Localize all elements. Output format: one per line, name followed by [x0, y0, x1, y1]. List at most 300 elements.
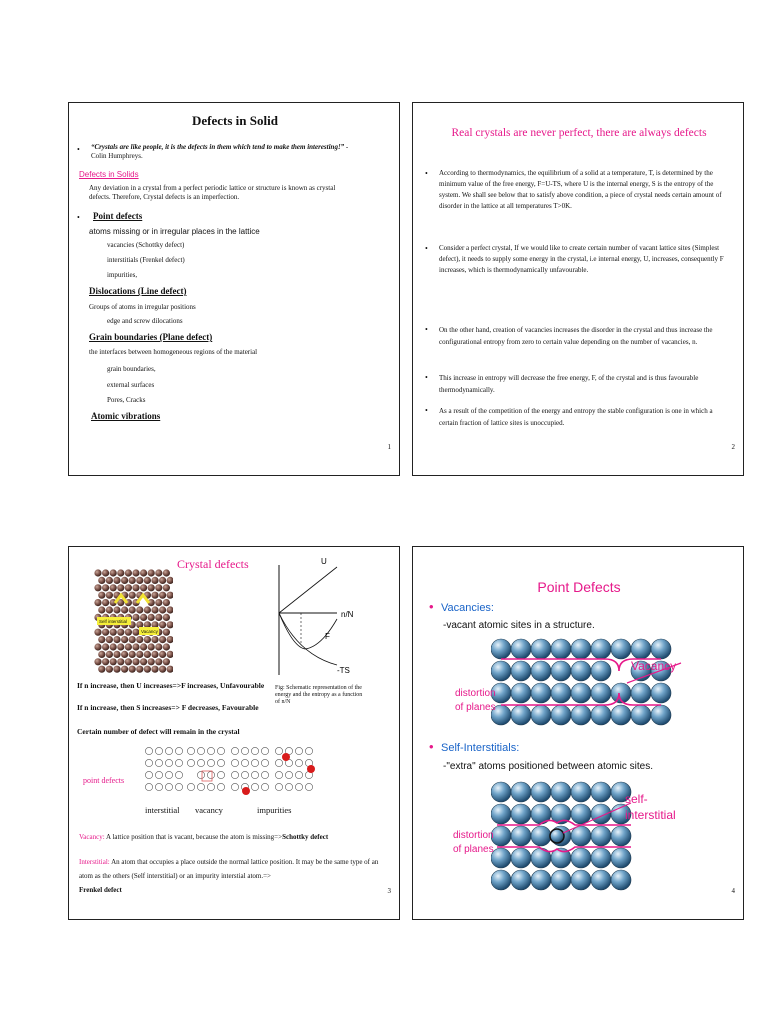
atom — [217, 783, 224, 790]
slide1-title: Defects in Solid — [192, 113, 278, 128]
atom — [94, 658, 101, 665]
atom — [531, 782, 551, 802]
atom — [551, 639, 571, 659]
atom — [551, 870, 571, 890]
atom — [591, 683, 611, 703]
bullet-icon: • — [77, 213, 80, 222]
slide-2 — [412, 102, 744, 476]
atom — [106, 666, 113, 673]
atom — [159, 636, 166, 643]
atom — [113, 666, 120, 673]
grain-heading: Grain boundaries (Plane defect) — [89, 332, 213, 342]
atom — [136, 666, 143, 673]
atom — [144, 666, 151, 673]
atom — [217, 771, 224, 778]
atom — [102, 643, 109, 650]
atom — [241, 759, 248, 766]
atom — [125, 569, 132, 576]
atom — [110, 658, 117, 665]
atom — [102, 629, 109, 636]
slide-4 — [412, 546, 744, 920]
atom — [261, 783, 268, 790]
atom — [591, 870, 611, 890]
crystal-lattice-image — [93, 567, 173, 675]
atom — [98, 636, 105, 643]
atom — [94, 599, 101, 606]
self-interstitial-diagram — [491, 781, 641, 891]
atom — [491, 870, 511, 890]
atom — [151, 636, 158, 643]
atomic-vibrations-heading: Atomic vibrations — [91, 411, 161, 421]
atom — [98, 606, 105, 613]
atom — [145, 771, 152, 778]
fig-caption: Fig: Schematic representation of the energy and the entropy as a function of n/N — [275, 685, 363, 705]
vacancy-term: Vacancy: — [79, 833, 105, 841]
atom — [275, 771, 282, 778]
atom — [159, 606, 166, 613]
atom — [491, 639, 511, 659]
atom — [163, 599, 170, 606]
dislocations-heading: Dislocations (Line defect) — [89, 286, 187, 296]
atom — [151, 606, 158, 613]
atom — [129, 577, 136, 584]
lattice-label-impurities: impurities — [257, 805, 292, 815]
atom — [591, 661, 611, 681]
atom — [117, 584, 124, 591]
atom — [98, 651, 105, 658]
point-defect-lattices — [143, 745, 329, 801]
atom — [285, 771, 292, 778]
atom — [148, 643, 155, 650]
slide2-title: Real crystals are never perfect, there are always defects — [451, 127, 707, 139]
point-item: vacancies (Schottky defect) — [107, 241, 185, 249]
self-interstitial-label: self-interstitial — [625, 792, 676, 822]
atom — [136, 606, 143, 613]
atom — [551, 705, 571, 725]
atom — [98, 666, 105, 673]
atom — [145, 759, 152, 766]
atom — [231, 783, 238, 790]
atom — [140, 614, 147, 621]
graph-label-ts: -TS — [337, 666, 350, 675]
bullet-text: On the other hand, creation of vacancies increases the disorder in the crystal and thus increase the configurational entropy from zero to certain value depending on the number of vacancies, n. — [439, 326, 713, 346]
atom — [129, 606, 136, 613]
atom — [197, 771, 204, 778]
atom — [511, 782, 531, 802]
atom — [591, 639, 611, 659]
atom — [165, 759, 172, 766]
atom — [631, 705, 651, 725]
atom — [531, 683, 551, 703]
atom — [591, 848, 611, 868]
vacancy-def: A lattice position that is vacant, because the atom is missing=> — [104, 833, 283, 841]
atom — [155, 759, 162, 766]
atom — [121, 606, 128, 613]
slide4-title: Point Defects — [537, 579, 621, 595]
atom — [110, 569, 117, 576]
atom — [611, 705, 631, 725]
atom — [511, 661, 531, 681]
atom — [511, 826, 531, 846]
atom — [217, 747, 224, 754]
atom — [175, 771, 182, 778]
atom — [129, 636, 136, 643]
atom — [241, 747, 248, 754]
atom — [275, 747, 282, 754]
atom — [113, 651, 120, 658]
self-interstitials-heading: Self-Interstitials: — [441, 742, 520, 754]
atom — [102, 658, 109, 665]
atom — [113, 606, 120, 613]
atom — [651, 683, 671, 703]
atom — [117, 658, 124, 665]
atom — [651, 705, 671, 725]
atom — [144, 651, 151, 658]
atom — [187, 747, 194, 754]
atom — [511, 705, 531, 725]
atom — [159, 651, 166, 658]
atom — [136, 636, 143, 643]
graph-label-nn: n/N — [341, 610, 354, 619]
atom — [231, 747, 238, 754]
atom — [207, 783, 214, 790]
atom — [163, 629, 170, 636]
atom — [155, 584, 162, 591]
atom — [571, 683, 591, 703]
self-interstitials-desc: -"extra" atoms positioned between atomic sites. — [443, 761, 653, 772]
point-defects-label: point defects — [83, 776, 125, 785]
atom — [611, 848, 631, 868]
interstitial-term: Interstitial: — [79, 858, 110, 866]
page-number: 2 — [731, 443, 735, 451]
atom — [305, 783, 312, 790]
atom — [187, 783, 194, 790]
atom — [175, 759, 182, 766]
atom — [251, 747, 258, 754]
atom — [511, 804, 531, 824]
atom — [305, 747, 312, 754]
atom — [159, 621, 166, 628]
atom — [102, 584, 109, 591]
atom — [251, 771, 258, 778]
atom — [94, 569, 101, 576]
atom — [98, 592, 105, 599]
atom — [187, 759, 194, 766]
atom — [148, 569, 155, 576]
atom — [261, 771, 268, 778]
atom — [94, 643, 101, 650]
atom — [631, 683, 651, 703]
point-defects-heading: Point defects — [93, 211, 143, 221]
atom — [261, 759, 268, 766]
atom — [121, 651, 128, 658]
atom — [148, 614, 155, 621]
atom — [207, 759, 214, 766]
vacancy-label: Vacancy — [631, 659, 677, 673]
atom — [207, 747, 214, 754]
atom — [145, 783, 152, 790]
atom — [106, 606, 113, 613]
bullet-icon: • — [425, 325, 428, 334]
atom — [591, 705, 611, 725]
atom — [651, 639, 671, 659]
atom — [261, 747, 268, 754]
point-item: impurities, — [107, 271, 138, 279]
atom — [295, 759, 302, 766]
atom — [571, 826, 591, 846]
graph-label-u: U — [321, 557, 327, 566]
atom — [125, 629, 132, 636]
interstitial-def-bold: Frenkel defect — [79, 886, 122, 894]
atom — [611, 870, 631, 890]
atom — [251, 783, 258, 790]
atom — [511, 870, 531, 890]
lattice-label-vacancy: vacancy — [195, 805, 223, 815]
defects-heading: Defects in Solids — [79, 170, 139, 179]
curve-u — [279, 567, 337, 613]
atom — [136, 577, 143, 584]
atom — [231, 771, 238, 778]
atom — [571, 804, 591, 824]
atom — [571, 639, 591, 659]
atom — [110, 629, 117, 636]
bullet-icon: • — [429, 739, 434, 754]
impurity-atom — [242, 787, 250, 795]
atom — [165, 747, 172, 754]
vacancies-heading: Vacancies: — [441, 602, 494, 614]
atom — [531, 639, 551, 659]
energy-graph — [269, 555, 389, 680]
atom — [121, 666, 128, 673]
atom — [159, 666, 166, 673]
atom — [155, 783, 162, 790]
bullet-icon: • — [425, 244, 428, 253]
atom — [175, 747, 182, 754]
atom — [144, 636, 151, 643]
atom — [132, 614, 139, 621]
atom — [511, 848, 531, 868]
atom — [117, 569, 124, 576]
atom — [571, 705, 591, 725]
distortion-label-2: distortion of planes — [453, 830, 494, 855]
atom — [197, 783, 204, 790]
bullet-icon: • — [425, 373, 428, 382]
atom — [251, 759, 258, 766]
point-item: interstitials (Frenkel defect) — [107, 256, 185, 264]
inset-label-self-interstitial: Self interstitial — [99, 619, 128, 624]
atom — [155, 658, 162, 665]
dislocations-desc: Groups of atoms in irregular positions — [89, 303, 196, 311]
grain-item: grain boundaries, — [107, 365, 156, 373]
curve-f — [279, 613, 337, 649]
atom — [165, 771, 172, 778]
atom — [491, 661, 511, 681]
vacancy-definition — [79, 833, 379, 842]
lattice-label-interstitial: interstitial — [145, 805, 180, 815]
atom — [151, 577, 158, 584]
atom — [155, 614, 162, 621]
atom — [163, 658, 170, 665]
page-number: 3 — [387, 887, 391, 895]
atom — [151, 666, 158, 673]
atom — [144, 606, 151, 613]
atom — [163, 614, 170, 621]
quote — [91, 143, 349, 161]
atom — [129, 666, 136, 673]
atom — [121, 636, 128, 643]
atom — [155, 771, 162, 778]
atom — [275, 759, 282, 766]
atom — [531, 870, 551, 890]
impurity-atom — [282, 753, 290, 761]
atom — [132, 584, 139, 591]
bullet-icon: • — [425, 169, 428, 178]
atom — [110, 643, 117, 650]
vacancy-def-bold: Schottky defect — [282, 833, 329, 841]
atom — [197, 759, 204, 766]
point-defects-desc: atoms missing or in irregular places in the lattice — [89, 227, 260, 236]
atom — [148, 584, 155, 591]
statement-1: If n increase, then U increases=>F increases, Unfavourable — [77, 681, 265, 690]
distortion-label-1: distortion of planes — [455, 688, 496, 713]
atom — [106, 651, 113, 658]
atom — [102, 569, 109, 576]
quote-author: - Colin Humphreys. — [91, 143, 349, 160]
atom — [241, 771, 248, 778]
grain-desc: the interfaces between homogeneous regions of the material — [89, 348, 258, 356]
vacancies-desc: -vacant atomic sites in a structure. — [443, 620, 595, 631]
atom — [132, 629, 139, 636]
atom — [106, 636, 113, 643]
atom — [155, 599, 162, 606]
defects-desc: Any deviation in a crystal from a perfect periodic lattice or structure is known as crystal defects. Therefore, Crystal defects is an imperfection. — [89, 184, 336, 201]
atom — [94, 629, 101, 636]
statement-3: Certain number of defect will remain in the crystal — [77, 727, 240, 736]
atom — [140, 584, 147, 591]
atom — [163, 643, 170, 650]
atom — [295, 783, 302, 790]
atom — [121, 577, 128, 584]
slide3-title: Crystal defects — [177, 557, 249, 571]
atom — [163, 584, 170, 591]
atom — [491, 804, 511, 824]
atom — [531, 826, 551, 846]
impurity-atom — [307, 765, 315, 773]
atom — [110, 584, 117, 591]
atom — [159, 577, 166, 584]
atom — [140, 658, 147, 665]
atom — [113, 577, 120, 584]
atom — [140, 569, 147, 576]
atom — [551, 782, 571, 802]
bullet-text: Consider a perfect crystal, If we would like to create certain number of vacant lattice sites (Simplest defect), it needs to supply some energy in the crystal, i.e internal energy, U, increases, consequently F increases, which is thermodynamically unfavourable. — [439, 244, 724, 274]
slide-1 — [68, 102, 400, 476]
atom — [295, 771, 302, 778]
atom — [217, 759, 224, 766]
inset-label-vacancy: Vacancy — [141, 629, 158, 634]
atom — [611, 639, 631, 659]
atom — [591, 804, 611, 824]
atom — [165, 783, 172, 790]
atom — [98, 577, 105, 584]
atom — [106, 577, 113, 584]
atom — [125, 658, 132, 665]
atom — [275, 783, 282, 790]
atom — [571, 661, 591, 681]
bullet-icon: • — [77, 145, 80, 154]
atom — [102, 599, 109, 606]
atom — [511, 683, 531, 703]
atom — [140, 643, 147, 650]
atom — [531, 661, 551, 681]
atom — [145, 747, 152, 754]
atom — [571, 782, 591, 802]
atom — [129, 651, 136, 658]
atom — [155, 643, 162, 650]
interstitial-definition — [79, 855, 379, 897]
atom — [159, 592, 166, 599]
atom — [591, 826, 611, 846]
bullet-text: As a result of the competition of the energy and entropy the stable configuration is one in which a certain fraction of lattice sites is unoccupied. — [439, 407, 713, 427]
bullet-text: According to thermodynamics, the equilibrium of a solid at a temperature, T, is determined by the minimum value of the free energy, F=U-TS, where U is the internal energy, S is the entropy of the system. We shall see below that to satisfy above condition, a piece of crystal needs certain amount of disorder in the lattice at all temperatures T>0K. — [439, 169, 722, 210]
vacancy-diagram — [491, 637, 719, 737]
atom — [295, 747, 302, 754]
atom — [94, 584, 101, 591]
atom — [571, 870, 591, 890]
atom — [175, 783, 182, 790]
interstitial-atom — [550, 829, 564, 843]
atom — [151, 592, 158, 599]
atom — [163, 569, 170, 576]
bullet-icon: • — [429, 599, 434, 614]
atom — [144, 577, 151, 584]
atom — [155, 747, 162, 754]
atom — [117, 629, 124, 636]
atom — [155, 569, 162, 576]
atom — [611, 826, 631, 846]
atom — [125, 643, 132, 650]
grain-item: external surfaces — [107, 381, 155, 389]
quote-text: “Crystals are like people, it is the defects in them which tend to make them interesting!” — [91, 143, 345, 151]
atom — [491, 782, 511, 802]
bullet-icon: • — [425, 406, 428, 415]
atom — [551, 661, 571, 681]
statement-2: If n increase, then S increases=> F decreases, Favourable — [77, 703, 259, 712]
dislocations-item: edge and screw dilocations — [107, 317, 183, 325]
page-number: 1 — [387, 443, 391, 451]
atom — [113, 636, 120, 643]
grain-item: Pores, Cracks — [107, 396, 146, 404]
atom — [106, 592, 113, 599]
atom — [136, 651, 143, 658]
atom — [132, 658, 139, 665]
atom — [148, 658, 155, 665]
atom — [551, 683, 571, 703]
atom — [132, 569, 139, 576]
interstitial-def: An atom that occupies a place outside the normal lattice position. It may be the same type of an atom as the others (Self interstitial) or an impurity interstial atom.=> — [79, 858, 379, 880]
page-number: 4 — [731, 887, 735, 895]
atom — [511, 639, 531, 659]
atom — [231, 759, 238, 766]
atom — [531, 705, 551, 725]
bullet-text: This increase in entropy will decrease the free energy, F, of the crystal and is thus favourable thermodynamically. — [439, 374, 699, 394]
atom — [207, 771, 214, 778]
atom — [117, 643, 124, 650]
atom — [285, 783, 292, 790]
atom — [591, 782, 611, 802]
atom — [631, 639, 651, 659]
atom — [125, 584, 132, 591]
